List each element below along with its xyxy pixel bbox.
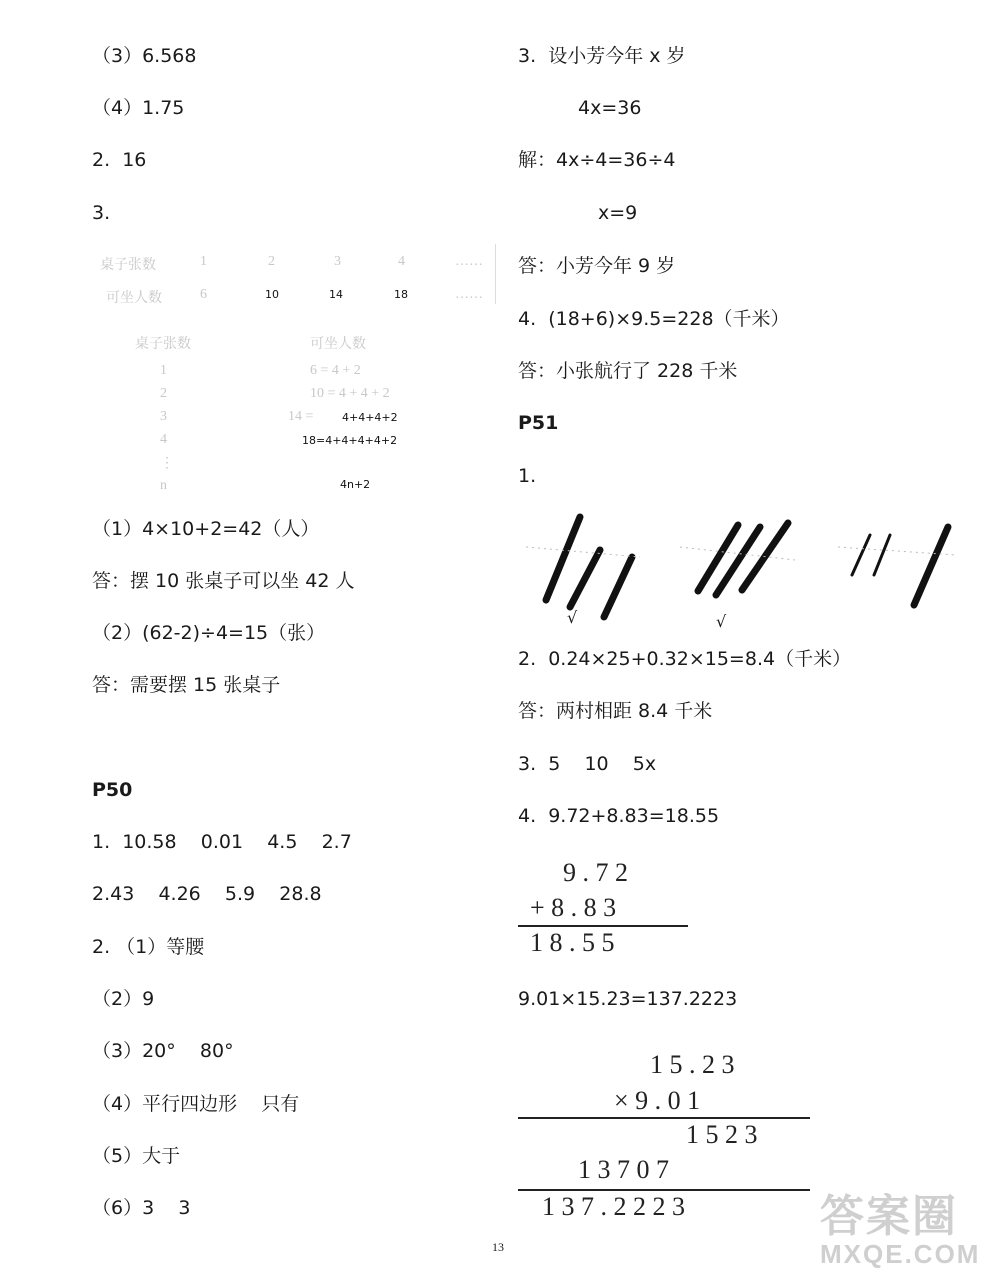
answer-line: 解：4x÷4=36÷4	[518, 149, 676, 171]
answer-line: （4）平行四边形 只有	[92, 1093, 300, 1115]
answer-line: （4）1.75	[92, 97, 185, 119]
answer-line: （2）(62-2)÷4=15（张）	[92, 622, 326, 644]
answer-line: （5）大于	[92, 1145, 181, 1167]
answer-line: （6）3 3	[92, 1197, 191, 1219]
calc-row: 9 . 7 2	[563, 858, 628, 887]
answer-line: 4. 9.72+8.83=18.55	[518, 805, 720, 827]
answer-line: 1.	[518, 465, 537, 487]
answer-line: 2.43 4.26 5.9 28.8	[92, 883, 322, 905]
calc-rule	[518, 1117, 810, 1119]
watermark-logo: 答案圈 MXQE.COM	[820, 1192, 981, 1269]
answer-line: 答：两村相距 8.4 千米	[518, 700, 713, 722]
calc-rule	[518, 925, 688, 927]
line-figures	[520, 505, 960, 635]
answer-line: （2）9	[92, 988, 155, 1010]
answer-line: （3）20° 80°	[92, 1040, 234, 1062]
table-value: 18	[394, 288, 408, 301]
answer-line: 1. 10.58 0.01 4.5 2.7	[92, 831, 352, 853]
answer-line: 答：需要摆 15 张桌子	[92, 674, 281, 696]
calc-row: 1 5 . 2 3	[650, 1050, 735, 1079]
answer-line: （1）4×10+2=42（人）	[92, 518, 320, 540]
answer-line: 答：小张航行了 228 千米	[518, 360, 738, 382]
answer-line: 3. 设小芳今年 x 岁	[518, 45, 686, 67]
answer-line: 3. 5 10 5x	[518, 753, 657, 775]
expression: 4n+2	[340, 478, 371, 491]
answer-line: 9.01×15.23=137.2223	[518, 988, 738, 1010]
section-heading: P50	[92, 779, 133, 801]
answer-line: 2. 16	[92, 149, 147, 171]
calc-row: 1 5 2 3	[686, 1120, 758, 1149]
answer-line: 3.	[92, 202, 111, 224]
table-value: 10	[265, 288, 279, 301]
check-mark: √	[716, 612, 727, 631]
answer-line: 4. (18+6)×9.5=228（千米）	[518, 308, 790, 330]
answer-line: （3）6.568	[92, 45, 197, 67]
answer-line: x=9	[598, 202, 638, 224]
page-number: 13	[492, 1240, 504, 1254]
answer-line: 答：摆 10 张桌子可以坐 42 人	[92, 570, 355, 592]
answer-line: 4x=36	[578, 97, 642, 119]
calc-row: × 9 . 0 1	[614, 1086, 701, 1115]
expression: 4+4+4+2	[342, 411, 398, 424]
calc-row: 1 3 7 . 2 2 2 3	[542, 1192, 685, 1221]
answer-line: 答：小芳今年 9 岁	[518, 255, 676, 277]
answer-line: 2. 0.24×25+0.32×15=8.4（千米）	[518, 648, 852, 670]
answer-line: 2. （1）等腰	[92, 936, 205, 958]
expression: 18=4+4+4+4+2	[302, 434, 398, 447]
calc-rule	[518, 1189, 810, 1191]
calc-row: 1 3 7 0 7	[578, 1155, 669, 1184]
calc-row: + 8 . 8 3	[530, 893, 617, 922]
check-mark: √	[567, 608, 578, 627]
table-value: 14	[329, 288, 343, 301]
calc-row: 1 8 . 5 5	[530, 928, 615, 957]
section-heading: P51	[518, 412, 559, 434]
